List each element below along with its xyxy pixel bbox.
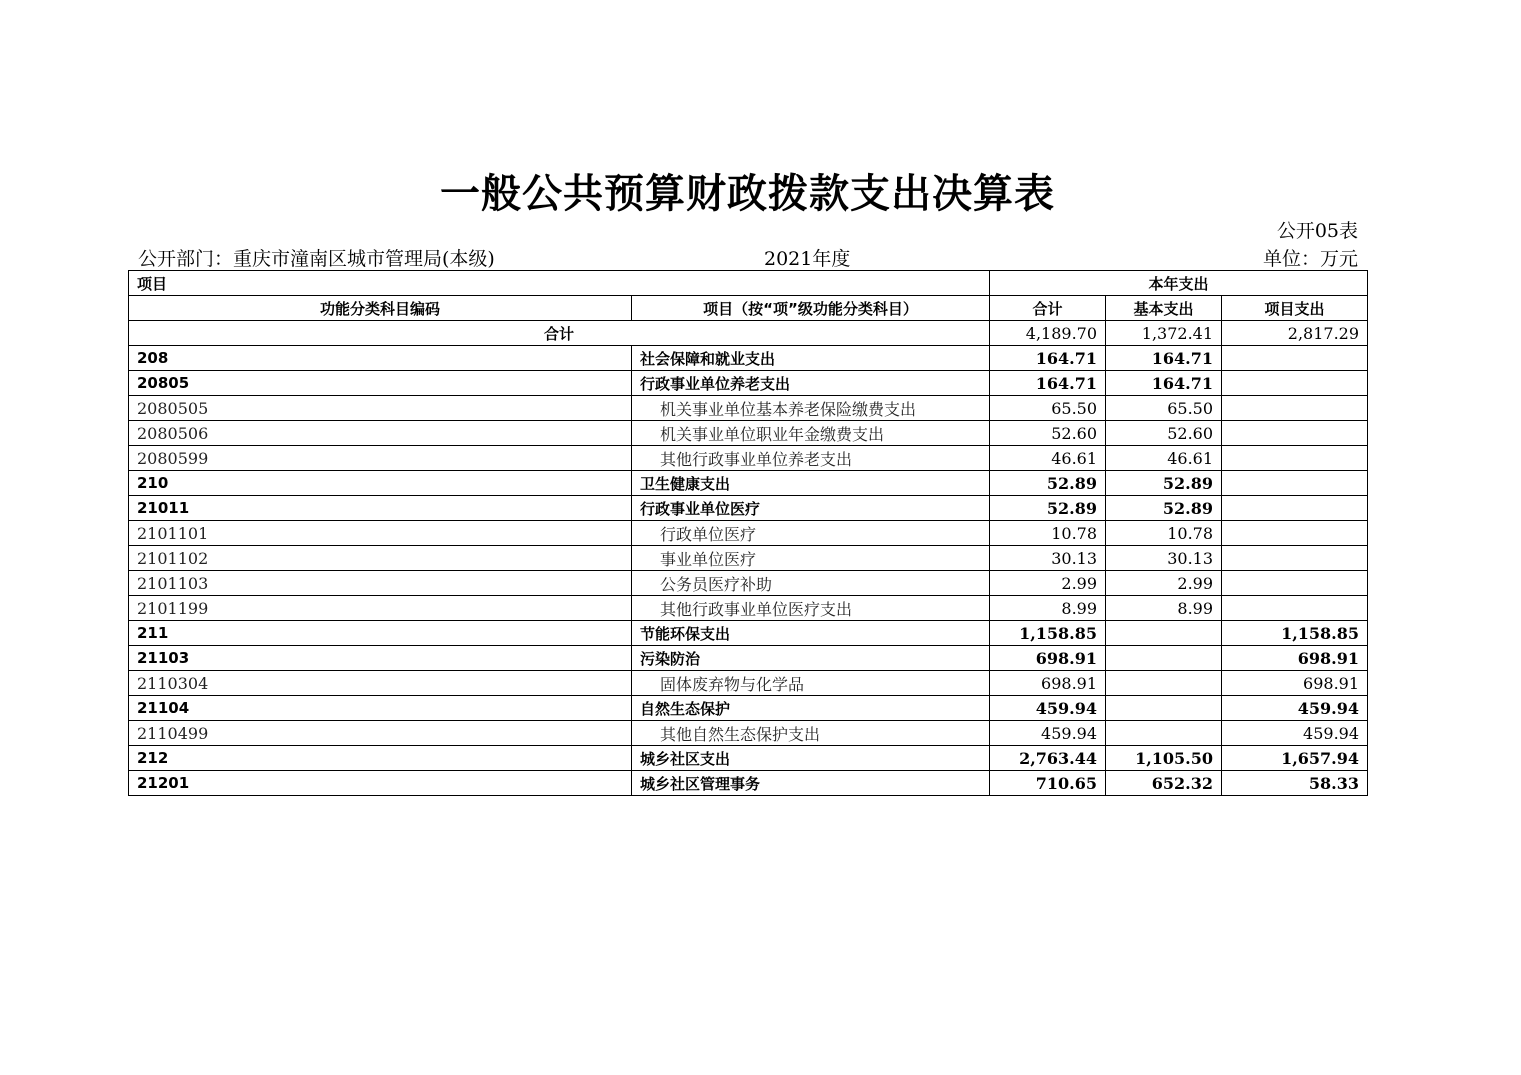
row-project	[1222, 596, 1368, 621]
row-basic: 52.89	[1106, 471, 1222, 496]
row-project: 58.33	[1222, 771, 1368, 796]
row-project: 459.94	[1222, 721, 1368, 746]
row-total: 52.60	[990, 421, 1106, 446]
row-basic: 2.99	[1106, 571, 1222, 596]
budget-table	[128, 270, 1368, 796]
row-name: 其他行政事业单位养老支出	[632, 446, 990, 471]
row-name: 城乡社区支出	[632, 746, 990, 771]
row-code: 2101102	[129, 546, 632, 571]
table-number: 公开05表	[1276, 220, 1358, 242]
row-code: 20805	[129, 371, 632, 396]
table-row	[129, 446, 1368, 471]
row-name: 公务员医疗补助	[632, 571, 990, 596]
row-code: 2080506	[129, 421, 632, 446]
row-name: 城乡社区管理事务	[632, 771, 990, 796]
table-row	[129, 621, 1368, 646]
row-basic: 1,105.50	[1106, 746, 1222, 771]
row-code: 2101103	[129, 571, 632, 596]
row-name: 其他行政事业单位医疗支出	[632, 596, 990, 621]
row-basic: 46.61	[1106, 446, 1222, 471]
header-basic: 基本支出	[1106, 296, 1222, 321]
table-row	[129, 646, 1368, 671]
row-code: 2110499	[129, 721, 632, 746]
row-project	[1222, 546, 1368, 571]
row-total: 2,763.44	[990, 746, 1106, 771]
row-total: 65.50	[990, 396, 1106, 421]
header-row-1	[129, 271, 1368, 296]
row-basic: 52.89	[1106, 496, 1222, 521]
row-basic: 52.60	[1106, 421, 1222, 446]
table-row	[129, 496, 1368, 521]
row-project	[1222, 421, 1368, 446]
table-row	[129, 346, 1368, 371]
row-name: 自然生态保护	[632, 696, 990, 721]
row-project	[1222, 571, 1368, 596]
row-code: 212	[129, 746, 632, 771]
table-row	[129, 771, 1368, 796]
row-basic: 30.13	[1106, 546, 1222, 571]
table-row	[129, 371, 1368, 396]
row-project	[1222, 471, 1368, 496]
row-basic: 164.71	[1106, 371, 1222, 396]
row-name: 行政事业单位医疗	[632, 496, 990, 521]
header-item: 项目	[129, 271, 990, 296]
table-row	[129, 421, 1368, 446]
unit-label: 单位：万元	[1262, 248, 1358, 270]
row-total: 698.91	[990, 671, 1106, 696]
row-total: 698.91	[990, 646, 1106, 671]
row-basic: 8.99	[1106, 596, 1222, 621]
row-project	[1222, 371, 1368, 396]
row-code: 21011	[129, 496, 632, 521]
row-total: 8.99	[990, 596, 1106, 621]
row-total: 52.89	[990, 471, 1106, 496]
row-name: 机关事业单位基本养老保险缴费支出	[632, 396, 990, 421]
table-row	[129, 546, 1368, 571]
row-basic: 65.50	[1106, 396, 1222, 421]
row-name: 行政单位医疗	[632, 521, 990, 546]
row-total: 459.94	[990, 696, 1106, 721]
row-total: 52.89	[990, 496, 1106, 521]
row-project	[1222, 346, 1368, 371]
row-code: 211	[129, 621, 632, 646]
row-total: 164.71	[990, 371, 1106, 396]
row-basic	[1106, 696, 1222, 721]
row-project: 698.91	[1222, 671, 1368, 696]
row-code: 21201	[129, 771, 632, 796]
total-label: 合计	[129, 321, 990, 346]
table-row	[129, 396, 1368, 421]
row-project	[1222, 521, 1368, 546]
row-code: 2101199	[129, 596, 632, 621]
row-basic: 652.32	[1106, 771, 1222, 796]
row-total: 10.78	[990, 521, 1106, 546]
total-basic: 1,372.41	[1106, 321, 1222, 346]
table-row	[129, 721, 1368, 746]
row-name: 行政事业单位养老支出	[632, 371, 990, 396]
header-total: 合计	[990, 296, 1106, 321]
row-code: 2101101	[129, 521, 632, 546]
header-code: 功能分类科目编码	[129, 296, 632, 321]
row-project: 1,158.85	[1222, 621, 1368, 646]
row-project	[1222, 446, 1368, 471]
row-project: 698.91	[1222, 646, 1368, 671]
row-code: 210	[129, 471, 632, 496]
header-row-2	[129, 296, 1368, 321]
row-code: 2080505	[129, 396, 632, 421]
table-row	[129, 471, 1368, 496]
table-row	[129, 521, 1368, 546]
table-row	[129, 696, 1368, 721]
row-code: 21104	[129, 696, 632, 721]
row-name: 社会保障和就业支出	[632, 346, 990, 371]
row-total: 46.61	[990, 446, 1106, 471]
row-basic: 164.71	[1106, 346, 1222, 371]
fiscal-year: 2021年度	[764, 248, 851, 270]
row-code: 2080599	[129, 446, 632, 471]
page-title: 一般公共预算财政拨款支出决算表	[440, 171, 1055, 217]
table-row	[129, 671, 1368, 696]
row-name: 污染防治	[632, 646, 990, 671]
total-amount: 4,189.70	[990, 321, 1106, 346]
total-row	[129, 321, 1368, 346]
row-total: 30.13	[990, 546, 1106, 571]
row-project	[1222, 496, 1368, 521]
row-basic	[1106, 721, 1222, 746]
row-project: 1,657.94	[1222, 746, 1368, 771]
row-name: 固体废弃物与化学品	[632, 671, 990, 696]
row-code: 2110304	[129, 671, 632, 696]
row-basic	[1106, 671, 1222, 696]
total-project: 2,817.29	[1222, 321, 1368, 346]
row-total: 459.94	[990, 721, 1106, 746]
row-basic	[1106, 621, 1222, 646]
row-project: 459.94	[1222, 696, 1368, 721]
row-name: 机关事业单位职业年金缴费支出	[632, 421, 990, 446]
row-name: 其他自然生态保护支出	[632, 721, 990, 746]
row-project	[1222, 396, 1368, 421]
row-name: 卫生健康支出	[632, 471, 990, 496]
row-total: 164.71	[990, 346, 1106, 371]
table-row	[129, 596, 1368, 621]
header-name: 项目（按“项”级功能分类科目）	[632, 296, 990, 321]
table-row	[129, 746, 1368, 771]
row-basic: 10.78	[1106, 521, 1222, 546]
row-name: 事业单位医疗	[632, 546, 990, 571]
header-project: 项目支出	[1222, 296, 1368, 321]
row-code: 21103	[129, 646, 632, 671]
department-label: 公开部门：重庆市潼南区城市管理局(本级)	[138, 248, 495, 270]
row-total: 2.99	[990, 571, 1106, 596]
row-basic	[1106, 646, 1222, 671]
header-current-year: 本年支出	[990, 271, 1368, 296]
row-total: 1,158.85	[990, 621, 1106, 646]
table-row	[129, 571, 1368, 596]
row-name: 节能环保支出	[632, 621, 990, 646]
row-code: 208	[129, 346, 632, 371]
row-total: 710.65	[990, 771, 1106, 796]
